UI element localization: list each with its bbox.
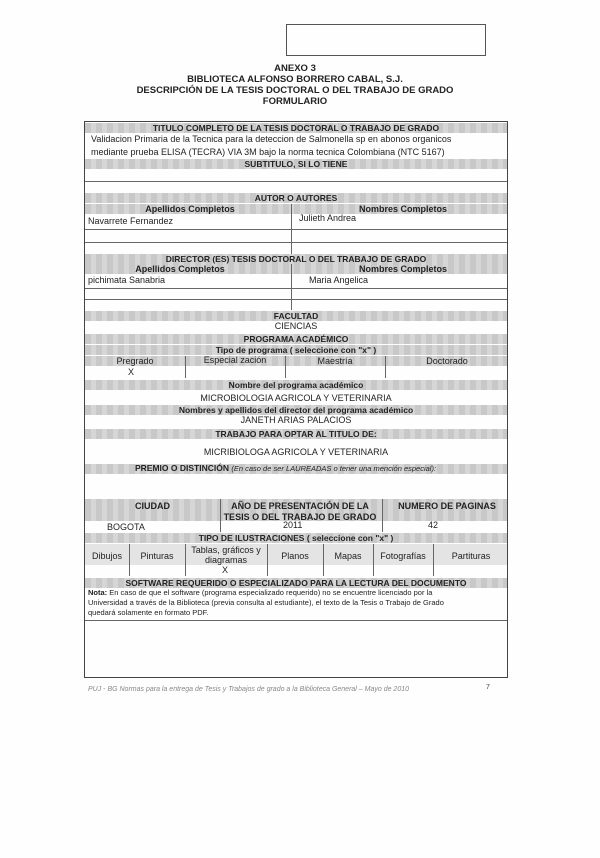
software-note-line-3: quedará solamente en formato PDF. bbox=[88, 608, 209, 617]
pages-value: 42 bbox=[428, 520, 439, 530]
divider bbox=[291, 264, 292, 310]
annex-label: ANEXO 3 bbox=[274, 63, 316, 74]
program-type-label: Tipo de programa ( seleccione con "x" ) bbox=[85, 345, 507, 355]
author-name: Julieth Andrea bbox=[299, 213, 357, 223]
pages-label: NUMERO DE PAGINAS bbox=[398, 501, 496, 511]
divider bbox=[85, 288, 507, 289]
divider bbox=[382, 499, 383, 532]
type-doctorado: Doctorado bbox=[426, 356, 468, 366]
divider bbox=[85, 242, 507, 243]
divider bbox=[85, 181, 507, 182]
year-value: 2011 bbox=[283, 520, 303, 530]
program-director: JANETH ARIAS PALACIOS bbox=[240, 415, 352, 425]
document-title: DESCRIPCIÓN DE LA TESIS DOCTORAL O DEL TRABAJO DE GRADO bbox=[136, 85, 454, 96]
library-name: BIBLIOTECA ALFONSO BORRERO CABAL, S.J. bbox=[187, 74, 403, 85]
type-pregrado: Pregrado bbox=[116, 356, 154, 366]
director-surnames-label: Apellidos Completos bbox=[135, 264, 225, 274]
title-line-1: Validacion Primaria de la Tecnica para la deteccion de Salmonella sp en abonos organicos bbox=[91, 134, 452, 144]
form-subtitle: FORMULARIO bbox=[262, 96, 328, 107]
faculty-section-label: FACULTAD bbox=[85, 311, 507, 321]
divider bbox=[85, 299, 507, 300]
divider bbox=[185, 544, 186, 576]
footer-text: PUJ - BG Normas para la entrega de Tesis y Trabajos de grado a la Biblioteca General – Mayo de 2010 bbox=[88, 686, 410, 693]
award-label: PREMIO O DISTINCIÓN bbox=[135, 463, 229, 473]
director-section-label: DIRECTOR (ES) TESIS DOCTORAL O DEL TRABAJO DE GRADO bbox=[85, 254, 507, 264]
illus-partituras: Partituras bbox=[451, 551, 491, 561]
program-name: MICROBIOLOGIA AGRICOLA Y VETERINARIA bbox=[200, 393, 392, 403]
divider bbox=[433, 544, 434, 576]
award-note: (En caso de ser LAUREADAS o tener una mención especial): bbox=[231, 464, 437, 473]
stamp-box bbox=[286, 24, 486, 56]
author-surnames-label: Apellidos Completos bbox=[145, 204, 235, 214]
thesis-form bbox=[84, 121, 508, 678]
title-section-label: TITULO COMPLETO DE LA TESIS DOCTORAL O TRABAJO DE GRADO bbox=[85, 123, 507, 133]
illus-mapas: Mapas bbox=[334, 551, 362, 561]
divider bbox=[220, 499, 221, 532]
city-label: CIUDAD bbox=[135, 501, 170, 511]
illustrations-section-label: TIPO DE ILUSTRACIONES ( seleccione con "x" ) bbox=[85, 533, 507, 543]
type-especializacion: Especial zación bbox=[203, 355, 267, 365]
degree-value: MICRIBIOLOGA AGRICOLA Y VETERINARIA bbox=[203, 447, 389, 457]
illus-fotografias: Fotografías bbox=[380, 551, 426, 561]
author-surname: Navarrete Fernandez bbox=[88, 216, 174, 226]
software-note-line-1 bbox=[88, 588, 432, 598]
software-section-label: SOFTWARE REQUERIDO O ESPECIALIZADO PARA LA LECTURA DEL DOCUMENTO bbox=[85, 578, 507, 588]
award-label-group bbox=[135, 463, 436, 474]
illustrations-mark: X bbox=[222, 565, 229, 575]
illus-pinturas: Pinturas bbox=[140, 551, 174, 561]
year-label-line-2: TESIS O DEL TRABAJO DE GRADO bbox=[223, 512, 377, 522]
divider bbox=[385, 356, 386, 378]
city-value: BOGOTA bbox=[107, 522, 145, 532]
illus-planos: Planos bbox=[281, 551, 309, 561]
divider bbox=[373, 544, 374, 576]
note-text-1: En caso de que el software (programa especializado requerido) no se encuentre licenciado por la bbox=[109, 588, 433, 597]
divider bbox=[129, 544, 130, 576]
program-name-label: Nombre del programa académico bbox=[85, 380, 507, 390]
divider bbox=[323, 544, 324, 576]
subtitle-section-label: SUBTITULO, SI LO TIENE bbox=[85, 159, 507, 169]
divider bbox=[185, 356, 186, 378]
software-note-line-2: Universidad a través de la Biblioteca (previa consulta al estudiante), el texto de la Tesis o Trabajo de Grado bbox=[88, 598, 444, 607]
divider bbox=[267, 544, 268, 576]
page-number: 7 bbox=[486, 684, 490, 691]
program-section-label: PROGRAMA ACADÉMICO bbox=[85, 334, 507, 344]
director-surname: pichimata Sanabria bbox=[88, 275, 166, 285]
note-label: Nota: bbox=[88, 588, 108, 597]
year-label-line-1: AÑO DE PRESENTACIÓN DE LA bbox=[231, 501, 369, 511]
faculty-value: CIENCIAS bbox=[274, 321, 318, 331]
type-maestria: Maestría bbox=[317, 356, 353, 366]
authors-section-label: AUTOR O AUTORES bbox=[85, 193, 507, 203]
director-name: Maria Angelica bbox=[309, 275, 369, 285]
program-director-label: Nombres y apellidos del director del programa académico bbox=[85, 405, 507, 415]
divider bbox=[85, 620, 507, 621]
degree-section-label: TRABAJO PARA OPTAR AL TITULO DE: bbox=[85, 429, 507, 439]
divider bbox=[85, 229, 507, 230]
title-line-2: mediante prueba ELISA (TECRA) VIA 3M bajo la norma tecnica Colombiana (NTC 5167) bbox=[91, 147, 445, 157]
author-names-label: Nombres Completos bbox=[358, 204, 447, 214]
illus-dibujos: Dibujos bbox=[91, 551, 122, 561]
program-type-mark: X bbox=[128, 367, 135, 377]
director-names-label: Nombres Completos bbox=[358, 264, 447, 274]
illus-tablas: Tablas, gráficos y diagramas bbox=[191, 545, 261, 565]
divider bbox=[285, 356, 286, 378]
